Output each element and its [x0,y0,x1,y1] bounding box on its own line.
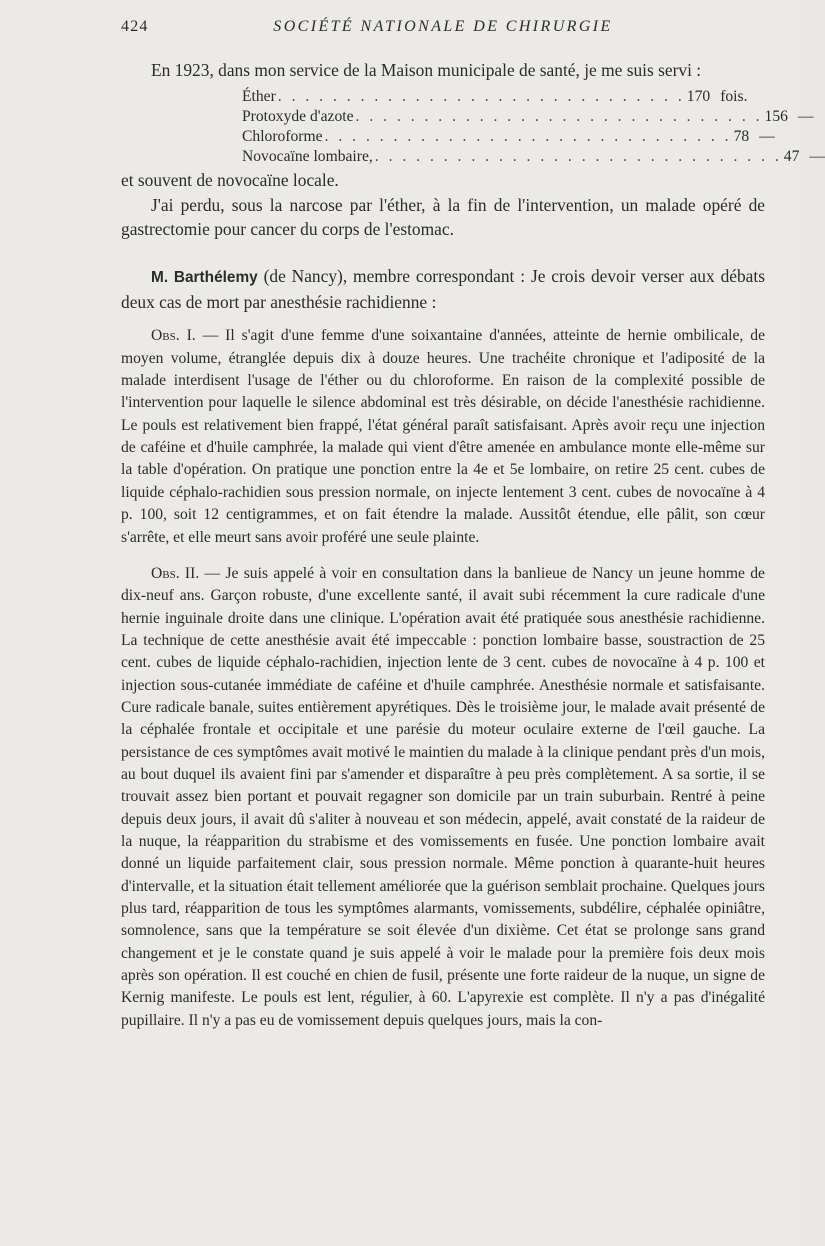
stat-value: 47 [783,147,800,165]
body-text [121,58,825,1032]
stat-row-ether [242,87,748,107]
observation-label: Obs. I. [151,327,196,345]
stat-value: 156 [764,108,788,125]
anesthesia-stats-list [242,87,825,166]
observation-label: Obs. II. [151,564,200,582]
dot-leader: . . . . . . . . . . . . . . . . . . . . . . . . . . . . . . [324,127,732,145]
page-number: 424 [121,18,149,35]
stat-unit: — [797,108,814,125]
dot-leader: . . . . . . . . . . . . . . . . . . . . . . . . . . . . . . [277,88,685,106]
stat-row-protoxyde [242,107,814,127]
observation-text: — Je suis appelé à voir en consultation dans la banlieue de Nancy un jeune homme de dix-neuf ans. Garçon robuste, d'une excellente santé, il avait subi récemment la cure radicale d'une hernie inguinale droite dans une clinique. L'opération avait été pratiquée sous anesthésie rachidienne. La technique de cette anesthésie avait été impeccable : ponction lombaire basse, soustraction de 25 cent. cubes de liquide céphalo-rachidien, injection lente de 3 cent. cubes de novocaïne à 4 p. 100 et injection sous-cutanée immédiate de caféine et d'huile camphrée. Anesthésie normale et satisfaisante. Cure radicale banale, suites entièrement apyrétiques. Dès le troisième jour, le malade avait présenté de la céphalée frontale et occipitale et une parésie du moteur oculaire externe de l'œil gauche. La persistance de ces symptômes avait motivé le maintien du malade à la clinique pendant près d'un mois, au bout duquel ils avaient fini par s'amender et disparaître à peu près complètement. A sa sortie, il se trouvait assez bien portant et pouvait regagner son domicile par un train suburbain. Rentré à peine depuis deux jours, il avait dû s'aliter à nouveau et son médecin, appelé, avait constaté de la raideur de la nuque, la réapparition du strabisme et des vomissements en fusée. Une ponction lombaire avait donné un liquide parfaitement clair, sous pression normale. Même ponction à quarante-huit heures d'intervalle, et la situation était tellement améliorée que la guérison semblait prochaine. Quelques jours plus tard, réapparition de tous les symptômes alarmants, vomissements, subdélire, céphalée opiniâtre, somnolence, sans que la température se soit élevée d'un dixième. Cet état se prolonge sans grand changement et je le constate quand je suis appelé à voir le malade pour la première fois deux mois après son opération. Il est couché en chien de fusil, présente une forte raideur de la nuque, un signe de Kernig manifeste. Le pouls est lent, régulier, à 60. L'apyrexie est complète. Il n'y a pas d'inégalité pupillaire. Il n'y a pas eu de vomissement depuis quelques jours, mais la con- [121,564,765,1029]
stat-row-novocaine [242,147,825,167]
loss-paragraph: J'ai perdu, sous la narcose par l'éther, à la fin de l'intervention, un malade opéré de gastrectomie pour cancer du corps de l'estomac. [121,194,765,239]
barthelemy-text: (de Nancy), membre correspondant : Je crois devoir verser aux débats deux cas de mort par anesthésie rachidienne : [121,266,765,313]
stat-row-chloroforme [242,127,775,147]
journal-title: SOCIÉTÉ NATIONALE DE CHIRURGIE [273,18,613,35]
observation-1 [121,325,765,548]
stat-label: Protoxyde d'azote [242,108,354,125]
stat-label: Novocaïne lombaire, [242,147,373,165]
stat-unit: fois. [720,88,748,106]
spacer [121,549,765,563]
observation-text: — Il s'agit d'une femme d'une soixantaine d'années, atteinte de hernie ombilicale, de moyen volume, étranglée depuis dix à douze heures. Une trachéite chronique et l'adiposité de la malade interdisent l'usage de l'éther ou du chloroforme. En raison de la complexité possible de l'intervention pour laquelle le silence abdominal est très désirable, on décide l'anesthésie rachidienne. Le pouls est relativement bien frappé, l'état général paraît satisfaisant. Après avoir reçu une injection de caféine et d'huile camphrée, la malade qui vient d'être amenée en ambulance monte elle-même sur la table d'opération. On pratique une ponction entre la 4e et 5e lombaire, on retire 25 cent. cubes de liquide céphalo-rachidien sous pression normale, on injecte lentement 3 cent. cubes de novocaïne à 4 p. 100, soit 12 centigrammes, et on fait étendre la malade. Aussitôt étendue, elle pâlit, son cœur s'arrête, et elle meurt sans avoir proféré une seule plainte. [121,327,765,546]
stat-label: Éther [242,88,276,106]
after-stats-text: et souvent de novocaïne locale. [121,170,339,191]
spacer [121,314,765,325]
running-head [121,18,765,40]
dot-leader: . . . . . . . . . . . . . . . . . . . . . . . . . . . . . . [355,108,763,125]
stat-unit: — [809,147,825,165]
speaker-name: M. Barthélemy [151,269,258,286]
barthelemy-paragraph [121,264,765,314]
stat-unit: — [759,127,775,145]
spacer [121,241,765,264]
intro-paragraph: En 1923, dans mon service de la Maison municipale de santé, je me suis servi : [151,60,702,80]
stat-value: 170 [686,88,711,106]
stat-value: 78 [733,127,750,145]
observation-2 [121,563,765,1032]
dot-leader: . . . . . . . . . . . . . . . . . . . . . . . . . . . . . . [374,147,782,165]
stat-label: Chloroforme [242,127,323,145]
